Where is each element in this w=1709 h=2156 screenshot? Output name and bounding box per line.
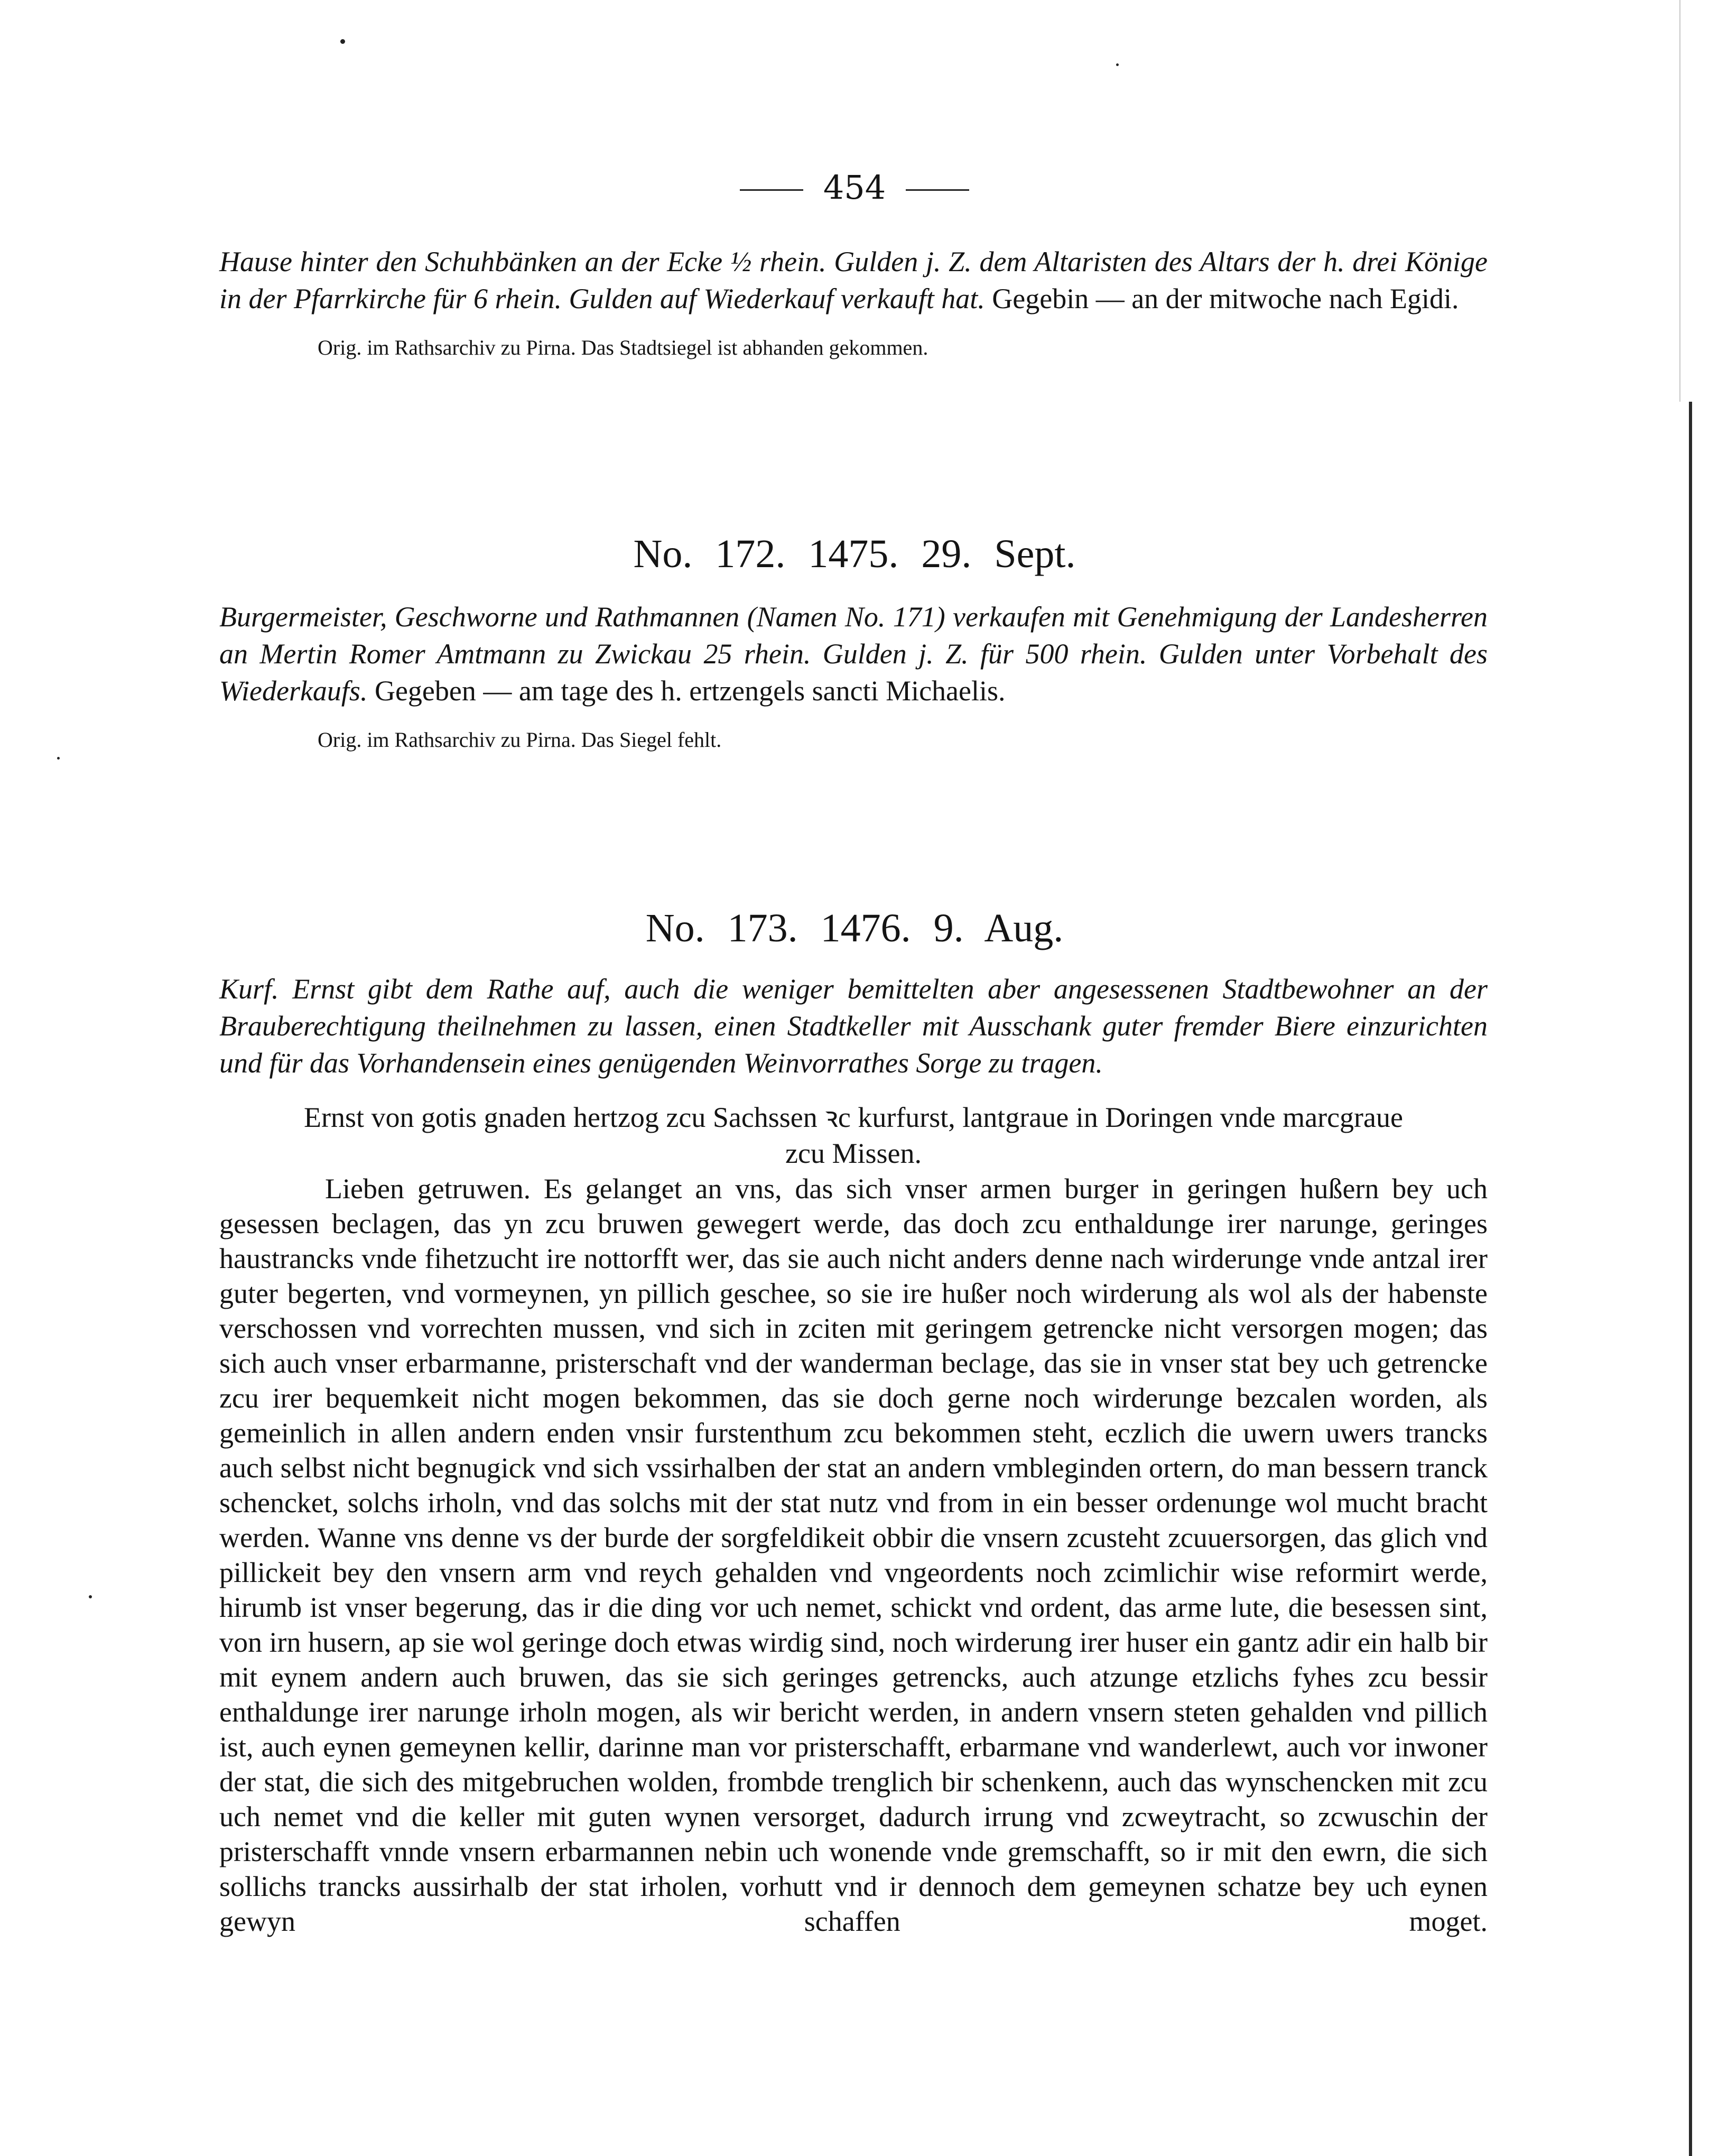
header-rule-right	[906, 189, 969, 191]
entry-171-dating: Gegebin — an der mitwoche nach Egidi.	[992, 283, 1459, 314]
entry-172-summary	[219, 598, 1488, 709]
scan-speck	[89, 1595, 92, 1598]
entry-172-source-note: Orig. im Rathsarchiv zu Pirna. Das Siegel fehlt.	[318, 728, 722, 752]
entry-173-summary: Kurf. Ernst gibt dem Rathe auf, auch die weniger bemittelten aber angesessenen Stadtbewohner an der Brauberechtigung theilnehmen zu lassen, einen Stadtkeller mit Ausschank guter fremder Biere einzurichten und für das Vorhandensein eines genügenden Weinvorrathes Sorge zu tragen.	[219, 973, 1488, 1079]
scan-speck	[1116, 63, 1119, 66]
header-rule-left	[740, 189, 803, 191]
entry-173-salutation: Ernst von gotis gnaden hertzog zcu Sachssen ꝛc kurfurst, lantgraue in Doringen vnde marcgraue zcu Missen.	[304, 1102, 1403, 1169]
entry-171-continuation	[219, 243, 1488, 363]
entry-171-summary-text: Hause hinter den Schuhbänken an der Ecke ½ rhein. Gulden j. Z. dem Altaristen des Altars der h. drei Könige in der Pfarrkirche für 6 rhein. Gulden auf Wiederkauf verkauft hat.	[219, 246, 1488, 314]
entry-172-heading: No. 172. 1475. 29. Sept.	[633, 532, 1076, 576]
scan-edge-line	[1689, 402, 1692, 2156]
entry-171-source-note: Orig. im Rathsarchiv zu Pirna. Das Stadtsiegel ist abhanden gekommen.	[318, 336, 928, 359]
entry-172-summary-text: Burgermeister, Geschworne und Rathmannen (Namen No. 171) verkaufen mit Genehmigung der Landesherren an Mertin Romer Amtmann zu Zwickau 25 rhein. Gulden j. Z. für 500 rhein. Gulden unter Vorbehalt des Wiederkaufs.	[219, 601, 1488, 707]
scan-speck	[57, 757, 60, 760]
entry-172-dating: Gegeben — am tage des h. ertzengels sancti Michaelis.	[374, 675, 1006, 707]
entry-172	[219, 598, 1488, 755]
scan-speck	[340, 39, 345, 44]
page-number: 454	[823, 168, 886, 207]
entry-173-letter-text: Lieben getruwen. Es gelanget an vns, das sich vnser armen burger in geringen hußern bey uch gesessen beclagen, das yn zcu bruwen gewegert werde, das doch zcu enthaldunge irer narunge, geringes haustrancks vnde fihetzucht ire nottorfft wer, das sie auch nicht anders denne nach wirderunge vnde antzal irer guter begerten, vnd vormeynen, yn pillich geschee, so sie ire hußer noch wirderung als wol als der habenste verschossen vnd vorrechten mussen, vnd sich in zciten mit geringem getrencke nicht versorgen mogen; das sich auch vnser erbarmanne, pristerschaft vnd der wanderman beclage, das sie in vnser stat bey uch getrencke zcu irer bequemkeit nicht mogen bekommen, das sie doch gerne noch wirderunge bezcalen worden, als gemeinlich in allen andern enden vnsir furstenthum zcu bekommen steht, eczlich die uwern uwers trancks auch selbst nicht begnugick vnd sich vssirhalben der stat an andern vmbleginden ortern, do man bessern tranck schencket, solchs irholn, vnd das solchs mit der stat nutz vnd from in ein besser ordenunge wol mucht bracht werden. Wanne vns denne vs der burde der sorgfeldikeit obbir die vnsern zcusteht zcuuersorgen, das glich vnd pillickeit bey den vnsern arm vnd reych gehalden vnd vngeordents noch zcimlichir wise reformirt werde, hirumb ist vnser begerung, das ir die ding vor uch nemet, schickt vnd ordent, das arme lute, die besessen sint, von irn husern, ap sie wol geringe doch etwas wirdig sind, noch wirderung irer huser ein gantz adir ein halb bir mit eynem andern auch bruwen, das sie sich geringes getrencks, auch atzunge etzlichs fyhes zcu bessir enthaldunge irer narunge irholn mogen, als wir bericht werden, in andern vnsern steten gehalden vnd pillich ist, auch eynen gemeynen kellir, darinne man vor pristerschafft, erbarmane vnd wanderlewt, auch vor inwoner der stat, die sich des mitgebruchen wolden, frombde trenglich bir schenkenn, auch das wynschencken mit zcu uch nemet vnd die keller mit guten wynen versorget, dadurch irrung vnd zcweytracht, so zcwuschin der pristerschafft vnnde vnsern erbarmannen nebin uch wonende vnde gremschafft, so ir mit den ewrn, die sich sollichs trancks aussirhalb der stat irholen, vorhutt vnd ir dennoch dem gemeynen schatze bey uch eynen gewyn schaffen moget.	[219, 1173, 1488, 1937]
page-header	[0, 166, 1709, 209]
entry-173	[219, 970, 1488, 1939]
entry-173-heading: No. 173. 1476. 9. Aug.	[645, 906, 1064, 950]
entry-171-summary	[219, 243, 1488, 317]
